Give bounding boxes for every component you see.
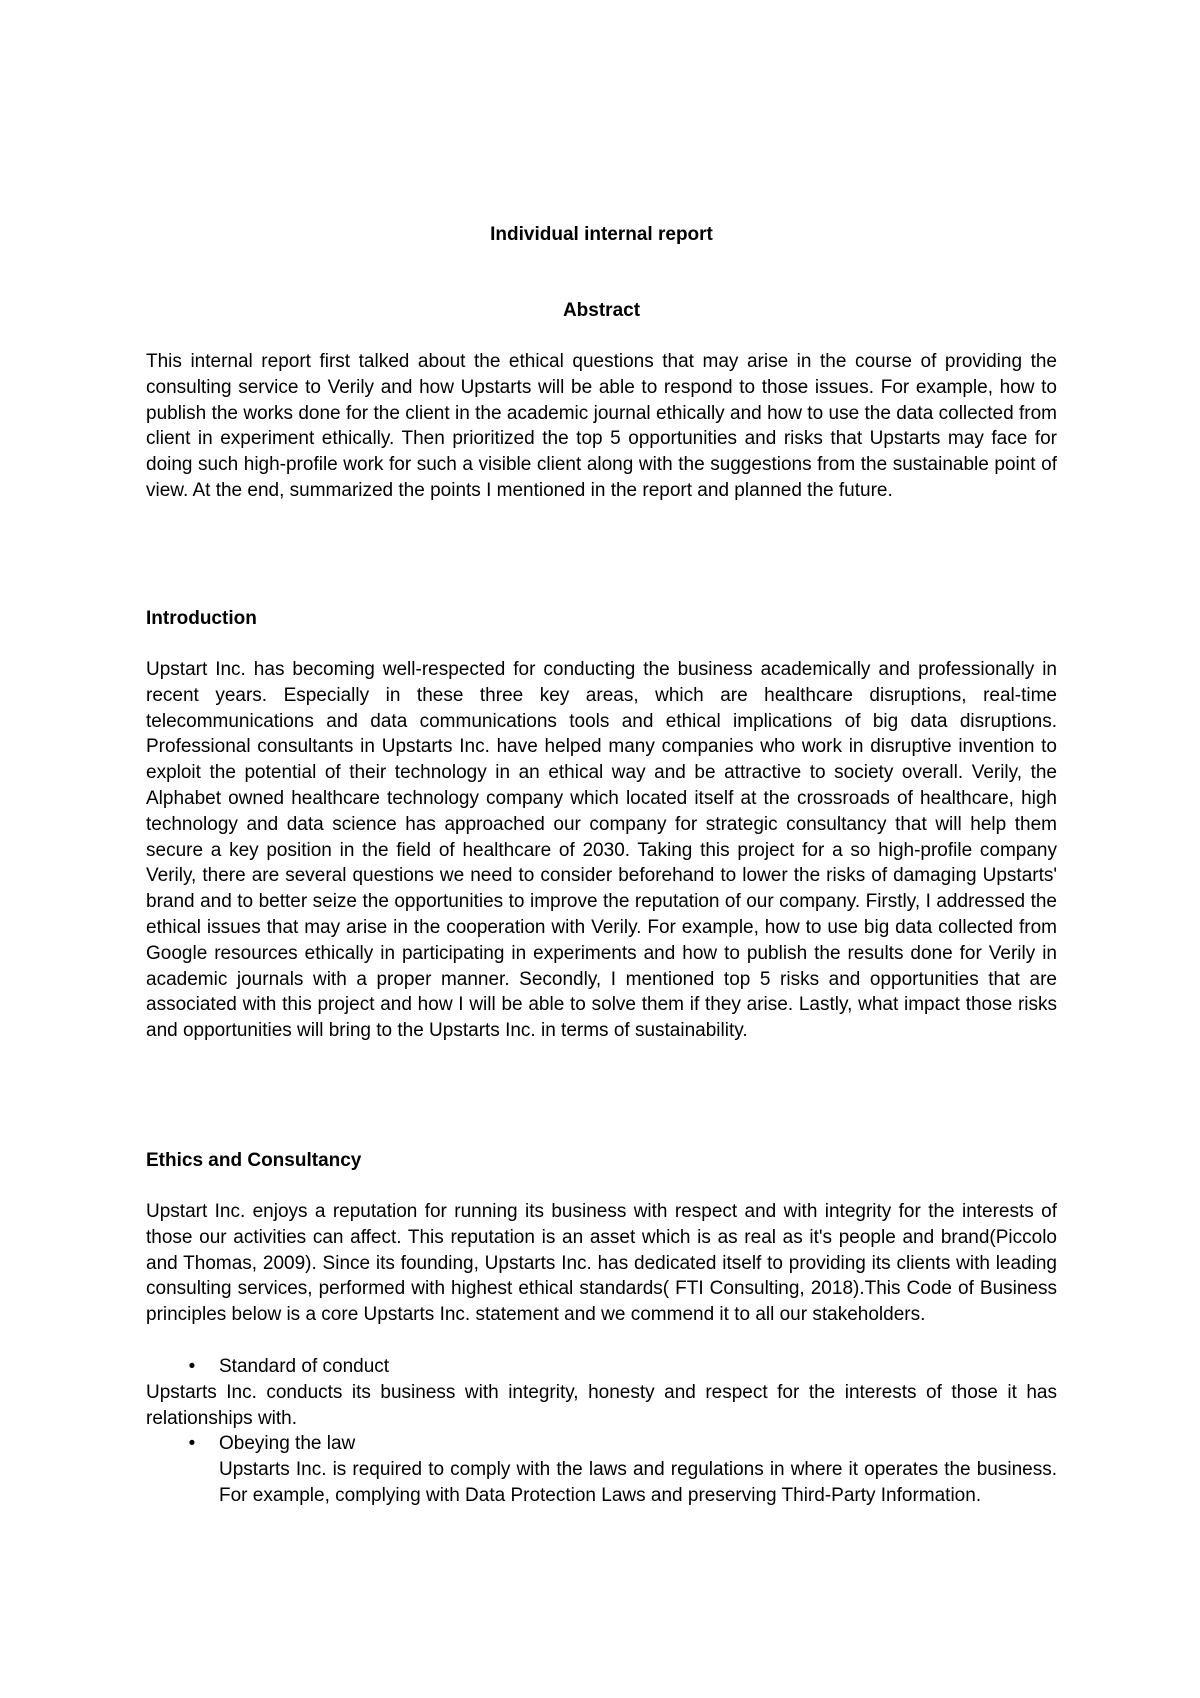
bullet-marker: • — [188, 1433, 196, 1454]
bullet-item-standard — [146, 1354, 1057, 1380]
bullet-label: Standard of conduct — [219, 1356, 390, 1377]
document-page — [146, 0, 1057, 1698]
law-paragraph: Upstarts Inc. is required to comply with the laws and regulations in where it operates the business. For example, complying with Data Protection Laws and preserving Third-Party Information. — [219, 1459, 1057, 1506]
ethics-heading: Ethics and Consultancy — [146, 1150, 362, 1171]
introduction-paragraph: Upstart Inc. has becoming well-respected for conducting the business academically and professionally in recent years. Especially in these three key areas, which are healthcare disruptions, real-time telecommunications and data communications tools and ethical implications of big data disruptions. Professional consultants in Upstarts Inc. have helped many companies who work in disruptive invention to exploit the potential of their technology in an ethical way and be attractive to society overall. Verily, the Alphabet owned healthcare technology company which located itself at the crossroads of healthcare, high technology and data science has approached our company for strategic consultancy that will help them secure a key position in the field of healthcare of 2030. Taking this project for a so high-profile company Verily, there are several questions we need to consider beforehand to lower the risks of damaging Upstarts' brand and to better seize the opportunities to improve the reputation of our company. Firstly, I addressed the ethical issues that may arise in the cooperation with Verily. For example, how to use big data collected from Google resources ethically in participating in experiments and how to publish the results done for Verily in academic journals with a proper manner. Secondly, I mentioned top 5 risks and opportunities that are associated with this project and how I will be able to solve them if they arise. Lastly, what impact those risks and opportunities will bring to the Upstarts Inc. in terms of sustainability. — [146, 659, 1057, 1042]
document-title: Individual internal report — [490, 224, 713, 245]
abstract-heading: Abstract — [562, 300, 641, 321]
bullet-item-law — [146, 1431, 1057, 1457]
abstract-paragraph: This internal report first talked about the ethical questions that may arise in the course of providing the consulting service to Verily and how Upstarts will be able to respond to those issues. For example, how to publish the works done for the client in the academic journal ethically and how to use the data collected from client in experiment ethically. Then prioritized the top 5 opportunities and risks that Upstarts may face for doing such high-profile work for such a visible client along with the suggestions from the sustainable point of view. At the end, summarized the points I mentioned in the report and planned the future. — [146, 351, 1057, 501]
bullet-marker: • — [188, 1356, 196, 1377]
introduction-heading: Introduction — [146, 608, 257, 629]
ethics-paragraph: Upstart Inc. enjoys a reputation for running its business with respect and with integrity for the interests of those our activities can affect. This reputation is an asset which is as real as it's people and brand(Piccolo and Thomas, 2009). Since its founding, Upstarts Inc. has dedicated itself to providing its clients with leading consulting services, performed with highest ethical standards( FTI Consulting, 2018).This Code of Business principles below is a core Upstarts Inc. statement and we commend it to all our stakeholders. — [146, 1201, 1057, 1326]
bullet-label: Obeying the law — [219, 1433, 356, 1454]
standard-paragraph: Upstarts Inc. conducts its business with integrity, honesty and respect for the interests of those it has relationships with. — [146, 1382, 1057, 1429]
